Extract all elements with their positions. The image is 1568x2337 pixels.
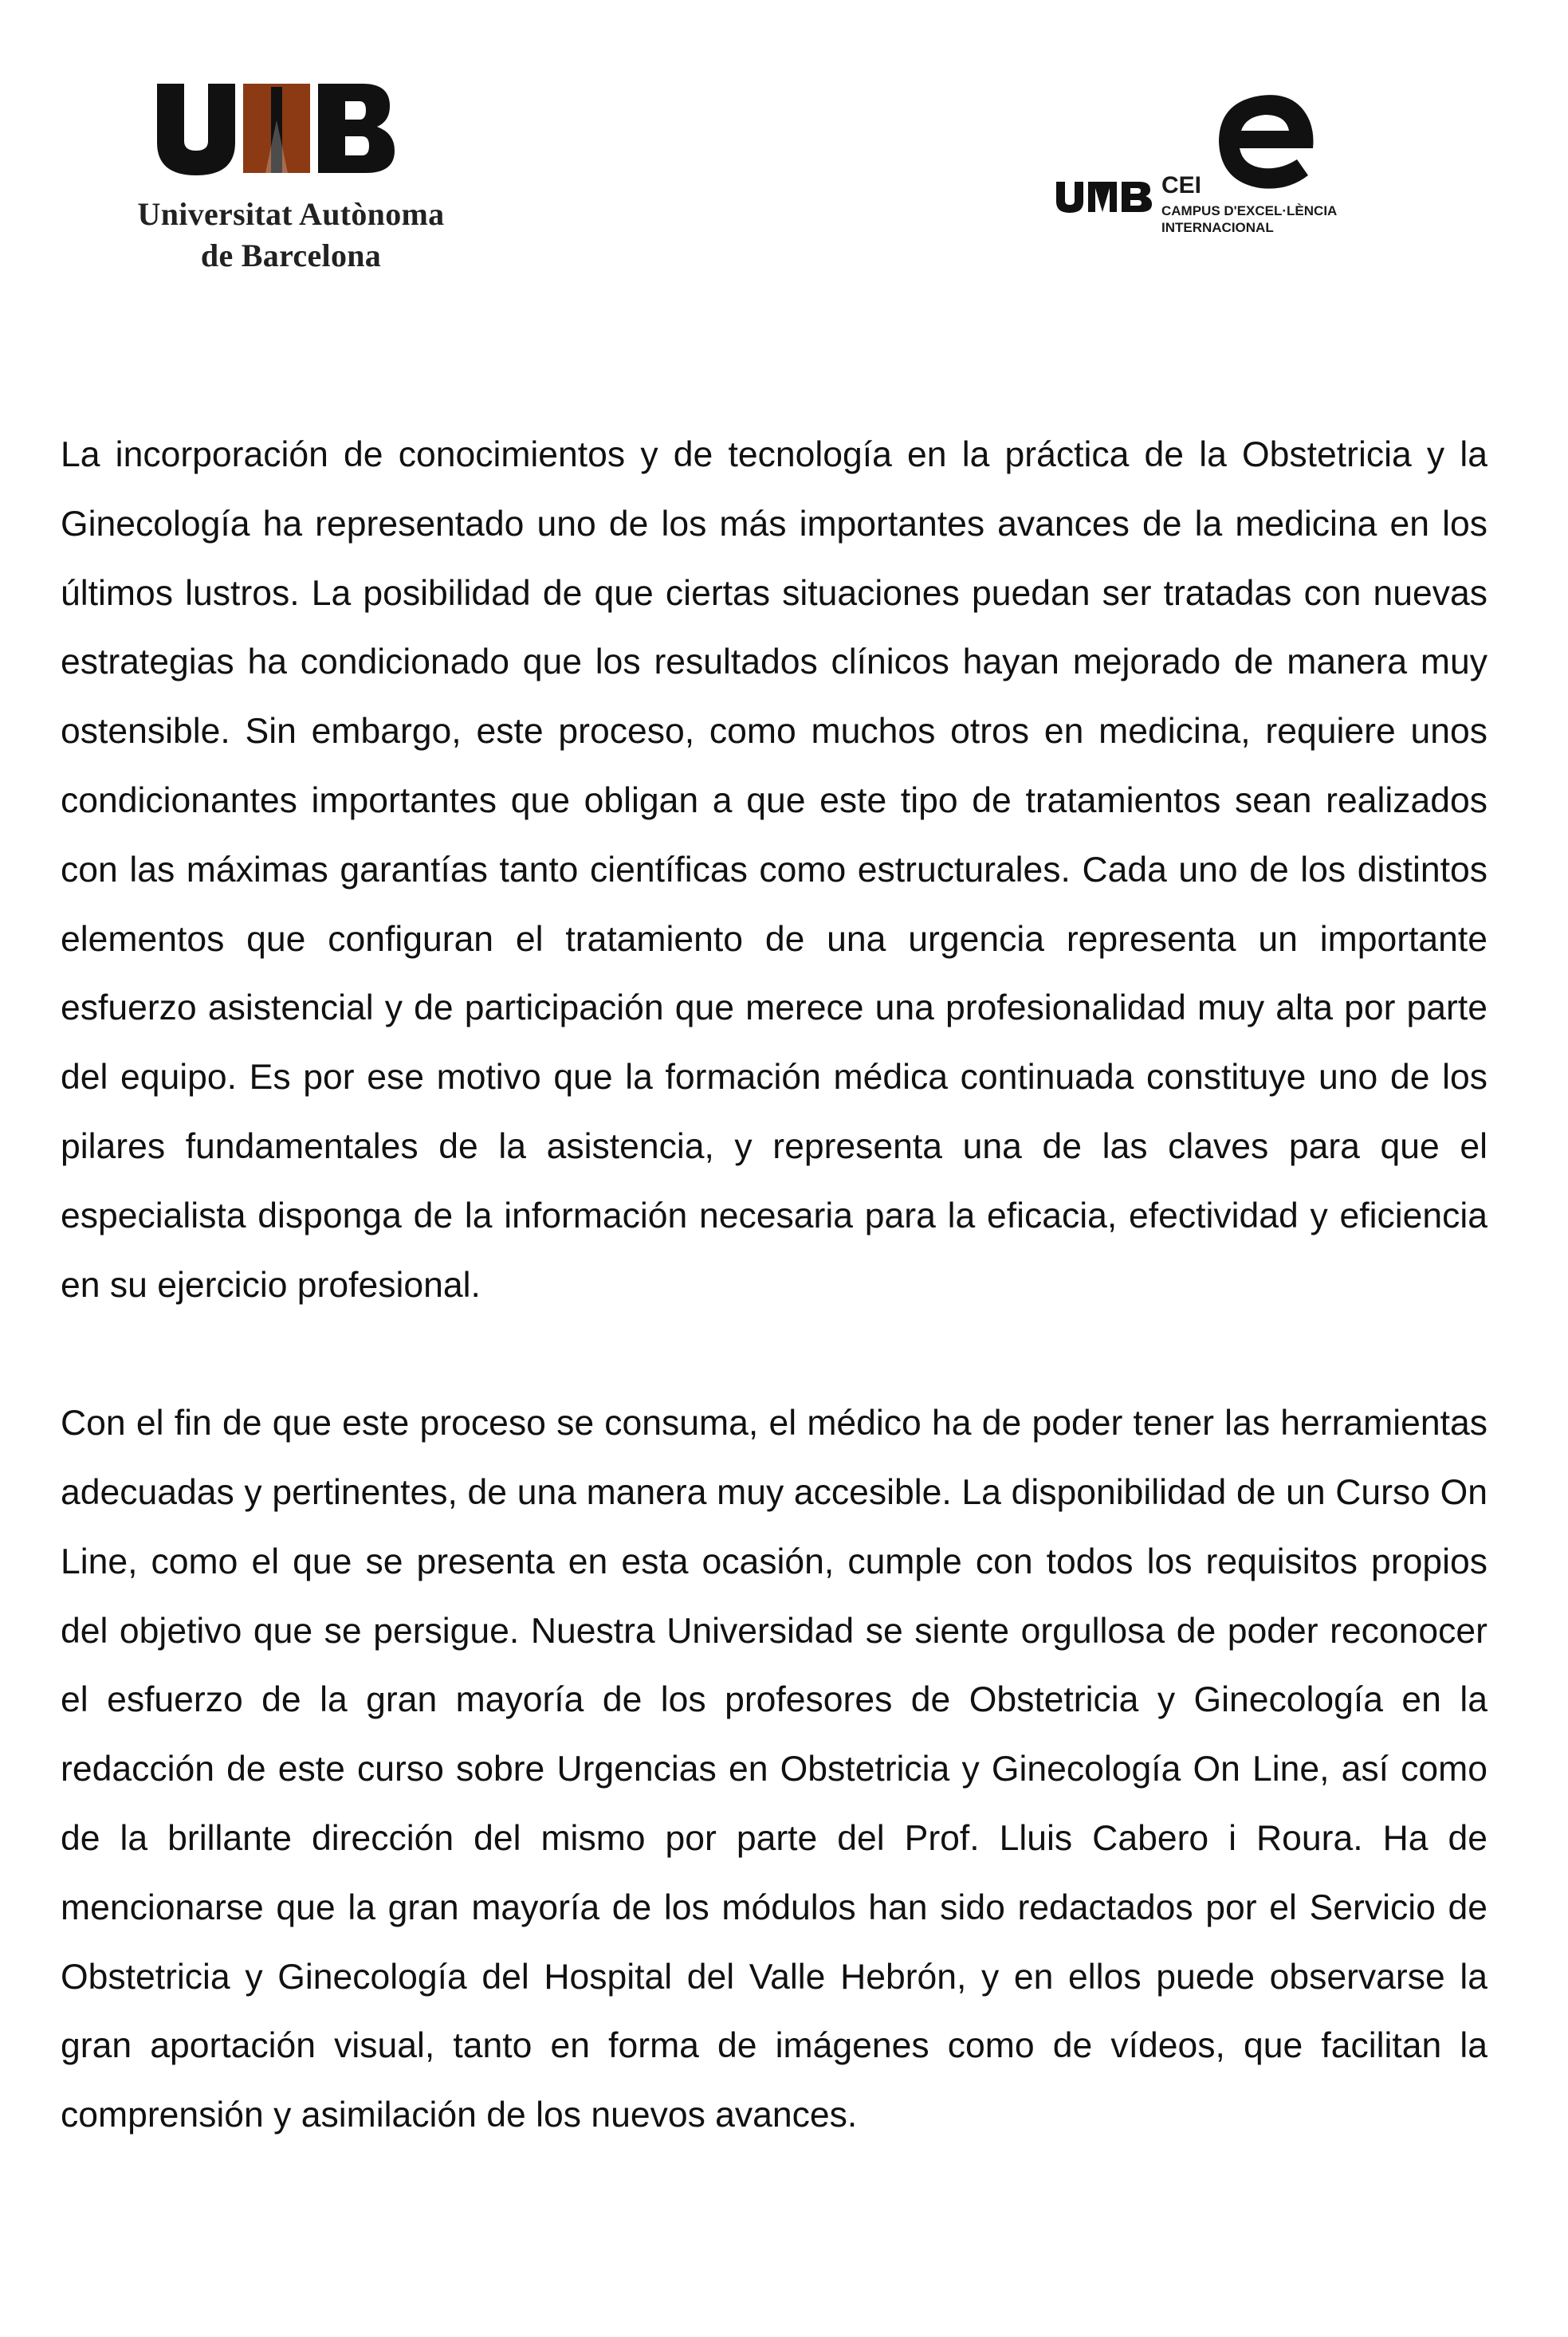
- uab-logo-mark: [157, 84, 396, 175]
- cei-e-letter-icon: [1208, 75, 1327, 194]
- uab-name-line-1: Universitat Autònoma: [137, 196, 445, 232]
- body-paragraph: Con el fin de que este proceso se consuma, el médico ha de poder tener las herramientas adecuadas y pertinentes, de una manera muy accesible. La disponibilidad de un Curso On Line, como el que se presenta en esta ocasión, cumple con todos los requisitos propios del objetivo que se persigue. Nuestra Universidad se siente orgullosa de poder reconocer el esfuerzo de la gran mayoría de los profesores de Obstetricia y Ginecología en la redacción de este curso sobre Urgencias en Obstetricia y Ginecología On Line, así como de la brillante dirección del mismo por parte del Prof. Lluis Cabero i Roura. Ha de mencionarse que la gran mayoría de los módulos han sido redactados por el Servicio de Obstetricia y Ginecología del Hospital del Valle Hebrón, y en ellos puede observarse la gran aportación visual, tanto en forma de imágenes como de vídeos, que facilitan la comprensión y asimilación de los nuevos avances.: [61, 1404, 1487, 2135]
- uab-institution-name: [108, 194, 474, 277]
- body-paragraph: La incorporación de conocimientos y de tecnología en la práctica de la Obstetricia y la Ginecología ha representado uno de los más importantes avances de la medicina en los últimos lustros. La posibilidad de que ciertas situaciones puedan ser tratadas con nuevas estrategias ha condicionado que los resultados clínicos hayan mejorado de manera muy ostensible. Sin embargo, este proceso, como muchos otros en medicina, requiere unos condicionantes importantes que obligan a que este tipo de tratamientos sean realizados con las máximas garantías tanto científicas como estructurales. Cada uno de los distintos elementos que configuran el tratamiento de una urgencia representa un importante esfuerzo asistencial y de participación que merece una profesionalidad muy alta por parte del equipo. Es por ese motivo que la formación médica continuada constituye uno de los pilares fundamentales de la asistencia, y representa una de las claves para que el especialista disponga de la información necesaria para la eficacia, efectividad y eficiencia en su ejercicio profesional.: [61, 435, 1487, 1305]
- uab-logo: [108, 84, 474, 275]
- uab-name-line-2: de Barcelona: [200, 238, 382, 273]
- uab-cei-logo: [1056, 89, 1407, 249]
- cei-subtitle-line-2: INTERNACIONAL: [1161, 220, 1274, 235]
- cei-subtitle-line-1: CAMPUS D'EXCEL·LÈNCIA: [1161, 203, 1338, 218]
- cei-label: CEI: [1161, 172, 1202, 198]
- cei-uab-mark: [1056, 179, 1158, 214]
- document-body: [61, 421, 1487, 2150]
- cei-subtitle: [1161, 202, 1337, 236]
